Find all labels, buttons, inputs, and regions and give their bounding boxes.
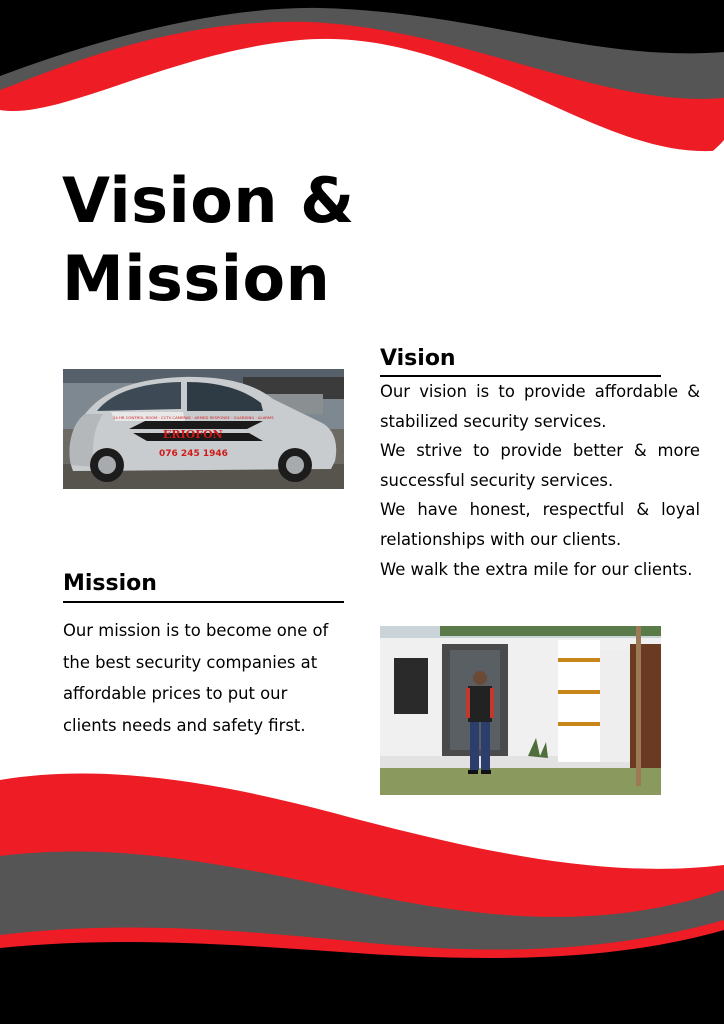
vision-text (380, 377, 700, 584)
car-phone-text: 076 245 1946 (159, 449, 228, 459)
bottom-wave-decoration (0, 760, 724, 1024)
vision-line: Our vision is to provide affordable & stabilized security services. (380, 382, 700, 431)
car-brand-text: ERIOFON (163, 428, 223, 441)
mission-text: Our mission is to become one of the best security companies at affordable prices to put our clients needs and safety first. (63, 621, 329, 735)
car-photo (63, 369, 344, 489)
vision-heading: Vision (380, 346, 456, 371)
mission-underline (63, 601, 344, 603)
vision-line: We have honest, respectful & loyal relationships with our clients. (380, 500, 700, 549)
page-title: Vision & Mission (62, 164, 355, 315)
mission-heading: Mission (63, 571, 157, 596)
vision-line: We walk the extra mile for our clients. (380, 559, 693, 579)
car-services-text: 24 HR CONTROL ROOM · CCTV CAMERAS · ARMED RESPONSE · GUARDING · ALARMS (113, 415, 274, 420)
vision-line: We strive to provide better & more successful security services. (380, 441, 700, 490)
